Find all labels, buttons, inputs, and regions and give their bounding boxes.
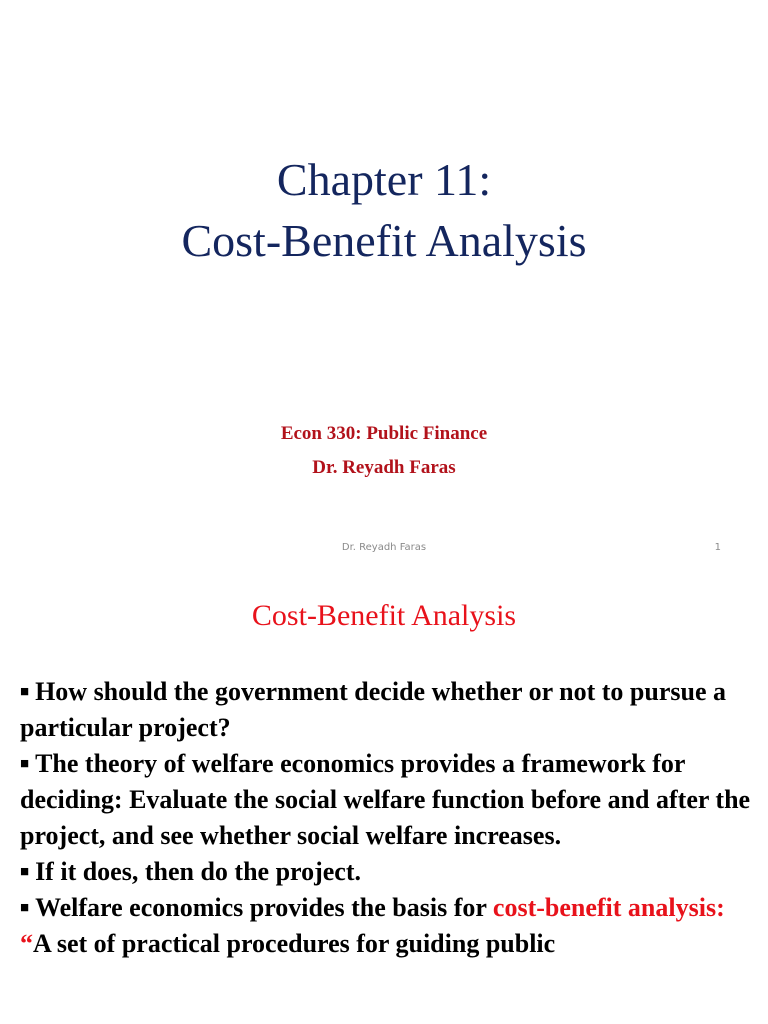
bullet-item <box>20 854 755 890</box>
square-bullet-icon: ■ <box>20 864 30 880</box>
quote-text: A set of practical procedures for guiding public <box>33 929 556 958</box>
square-bullet-icon: ■ <box>20 900 30 916</box>
chapter-subtitle: Cost-Benefit Analysis <box>181 215 587 266</box>
course-name: Econ 330: Public Finance <box>280 423 488 444</box>
slide-footer-author: Dr. Reyadh Faras <box>341 542 427 553</box>
slide-body <box>20 674 755 962</box>
bullet-text: The theory of welfare economics provides a framework for deciding: Evaluate the social welfare function before and after the project, and see whether social welfare increases. <box>20 749 751 850</box>
bullet-item <box>20 746 755 854</box>
chapter-title: Chapter 11: <box>276 154 492 205</box>
bullet-text: How should the government decide whether or not to pursue a particular project? <box>20 677 726 742</box>
bullet-item <box>20 674 755 746</box>
instructor-name: Dr. Reyadh Faras <box>312 457 456 478</box>
square-bullet-icon: ■ <box>20 756 30 772</box>
square-bullet-icon: ■ <box>20 684 30 700</box>
highlighted-term: cost-benefit analysis: <box>492 893 725 922</box>
open-quote-mark: “ <box>20 929 33 958</box>
slide-title: Cost-Benefit Analysis <box>251 599 517 632</box>
bullet-text: Welfare economics provides the basis for <box>35 893 493 922</box>
bullet-item <box>20 890 755 926</box>
slide-page-number: 1 <box>714 542 721 553</box>
bullet-text: If it does, then do the project. <box>35 857 362 886</box>
definition-quote <box>20 926 755 962</box>
